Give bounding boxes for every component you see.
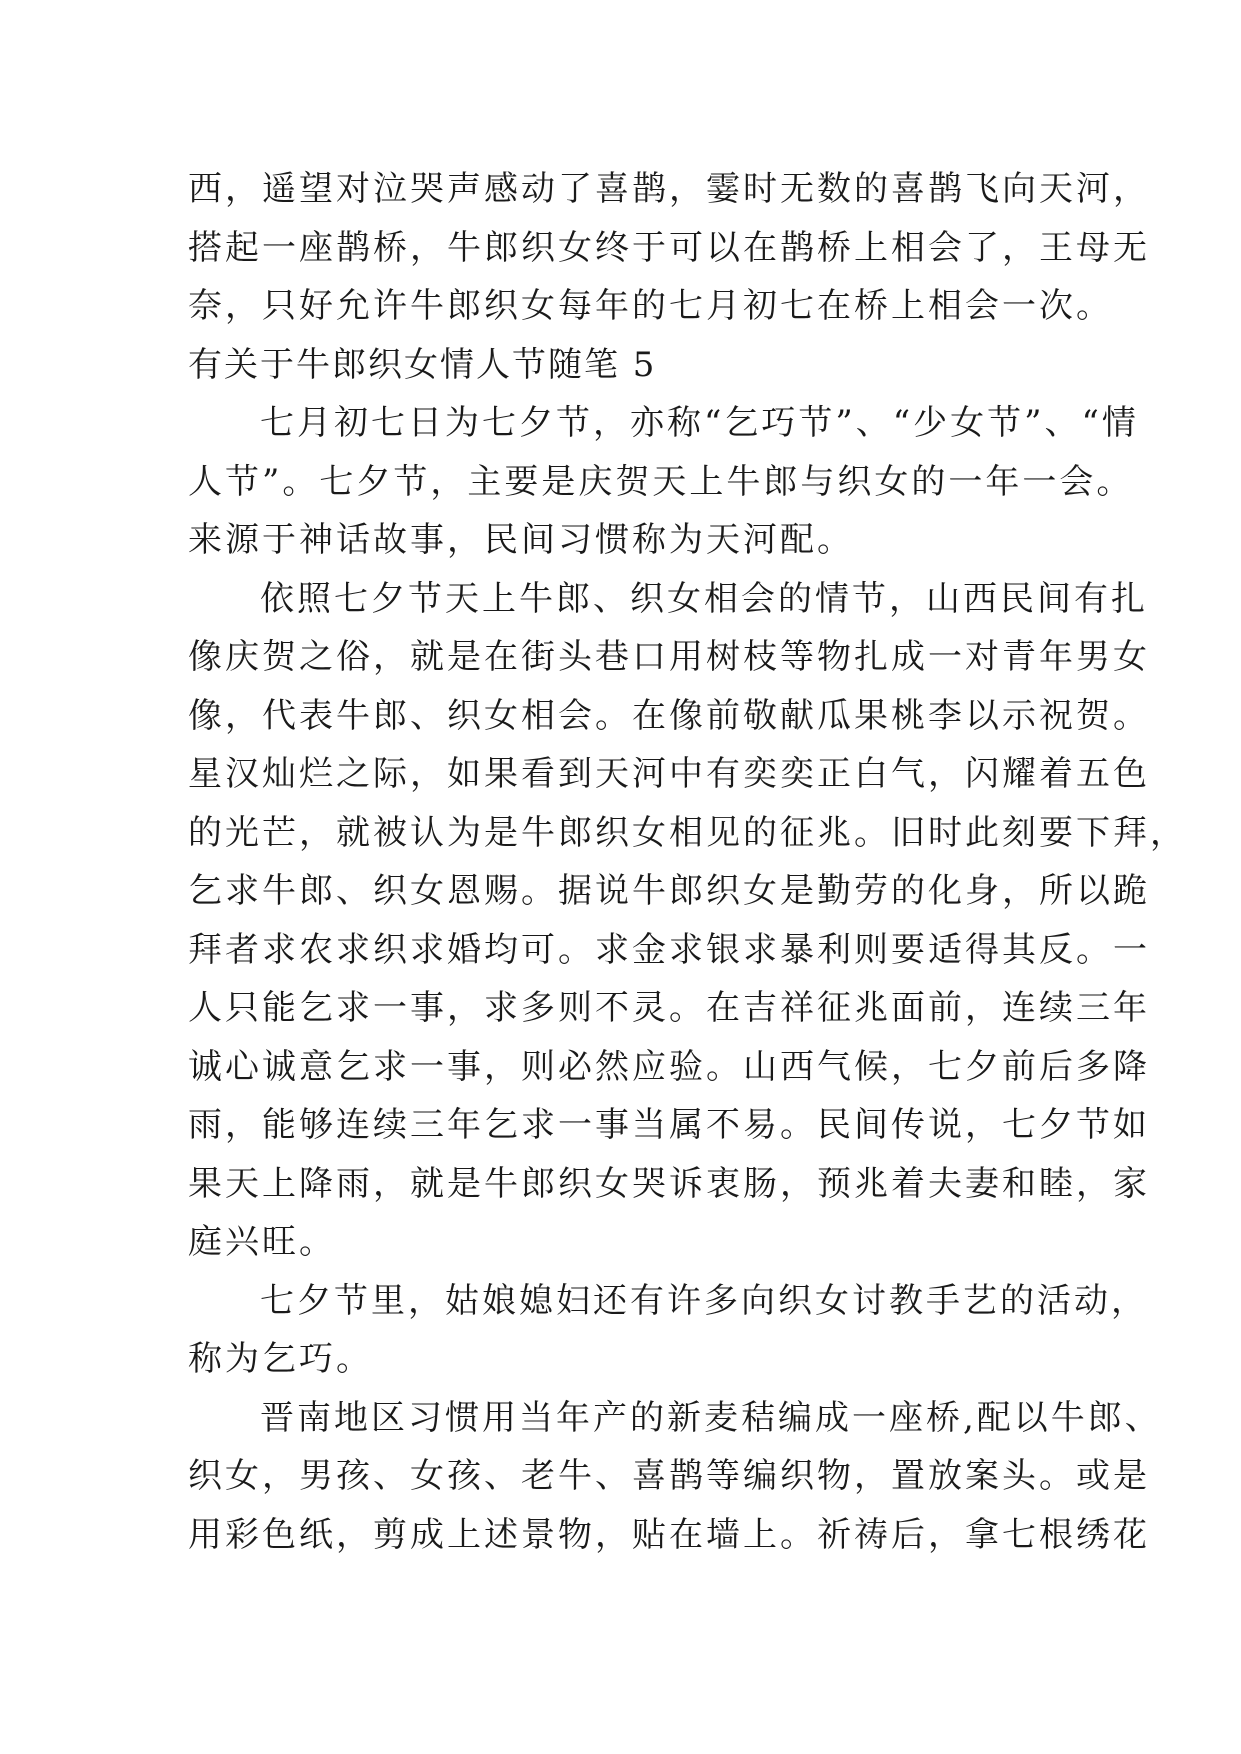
text-line: 织女，男孩、女孩、老牛、喜鹊等编织物，置放案头。或是 xyxy=(188,1456,1150,1496)
text-line: 像庆贺之俗，就是在街头巷口用树枝等物扎成一对青年男女 xyxy=(188,637,1150,677)
text-line: 人节”。七夕节，主要是庆贺天上牛郎与织女的一年一会。 xyxy=(188,461,1134,502)
paragraph-first-line: 晋南地区习惯用当年产的新麦秸编成一座桥,配以牛郎、 xyxy=(260,1397,1162,1438)
text-line: 称为乞巧。 xyxy=(188,1339,373,1379)
paragraph-first-line: 七夕节里，姑娘媳妇还有许多向织女讨教手艺的活动， xyxy=(260,1280,1148,1321)
paragraph-first-line: 七月初七日为七夕节，亦称“乞巧节”、“少女节”、“情 xyxy=(260,403,1139,443)
text-line: 西，遥望对泣哭声感动了喜鹊，霎时无数的喜鹊飞向天河， xyxy=(188,169,1150,209)
text-line: 乞求牛郎、织女恩赐。据说牛郎织女是勤劳的化身，所以跪 xyxy=(188,871,1150,911)
text-line: 来源于神话故事，民间习惯称为天河配。 xyxy=(188,520,854,560)
text-line: 星汉灿烂之际，如果看到天河中有奕奕正白气，闪耀着五色 xyxy=(188,754,1150,794)
text-line: 雨，能够连续三年乞求一事当属不易。民间传说，七夕节如 xyxy=(188,1105,1150,1145)
section-heading: 有关于牛郎织女情人节随笔 5 xyxy=(188,344,657,385)
text-line: 的光芒，就被认为是牛郎织女相见的征兆。旧时此刻要下拜， xyxy=(188,812,1187,853)
text-line: 奈，只好允许牛郎织女每年的七月初七在桥上相会一次。 xyxy=(188,286,1113,326)
document-body xyxy=(188,160,1187,1564)
text-line: 用彩色纸，剪成上述景物，贴在墙上。祈祷后，拿七根绣花 xyxy=(188,1514,1150,1555)
text-line: 庭兴旺。 xyxy=(188,1222,336,1262)
paragraph-first-line: 依照七夕节天上牛郎、织女相会的情节，山西民间有扎 xyxy=(260,578,1148,619)
text-line: 像，代表牛郎、织女相会。在像前敬献瓜果桃李以示祝贺。 xyxy=(188,695,1150,736)
text-line: 搭起一座鹊桥，牛郎织女终于可以在鹊桥上相会了，王母无 xyxy=(188,227,1150,268)
text-line: 拜者求农求织求婚均可。求金求银求暴利则要适得其反。一 xyxy=(188,929,1150,970)
text-line: 诚心诚意乞求一事，则必然应验。山西气候，七夕前后多降 xyxy=(188,1046,1150,1087)
text-line: 果天上降雨，就是牛郎织女哭诉衷肠，预兆着夫妻和睦，家 xyxy=(188,1163,1150,1204)
text-line: 人只能乞求一事，求多则不灵。在吉祥征兆面前，连续三年 xyxy=(188,988,1150,1028)
